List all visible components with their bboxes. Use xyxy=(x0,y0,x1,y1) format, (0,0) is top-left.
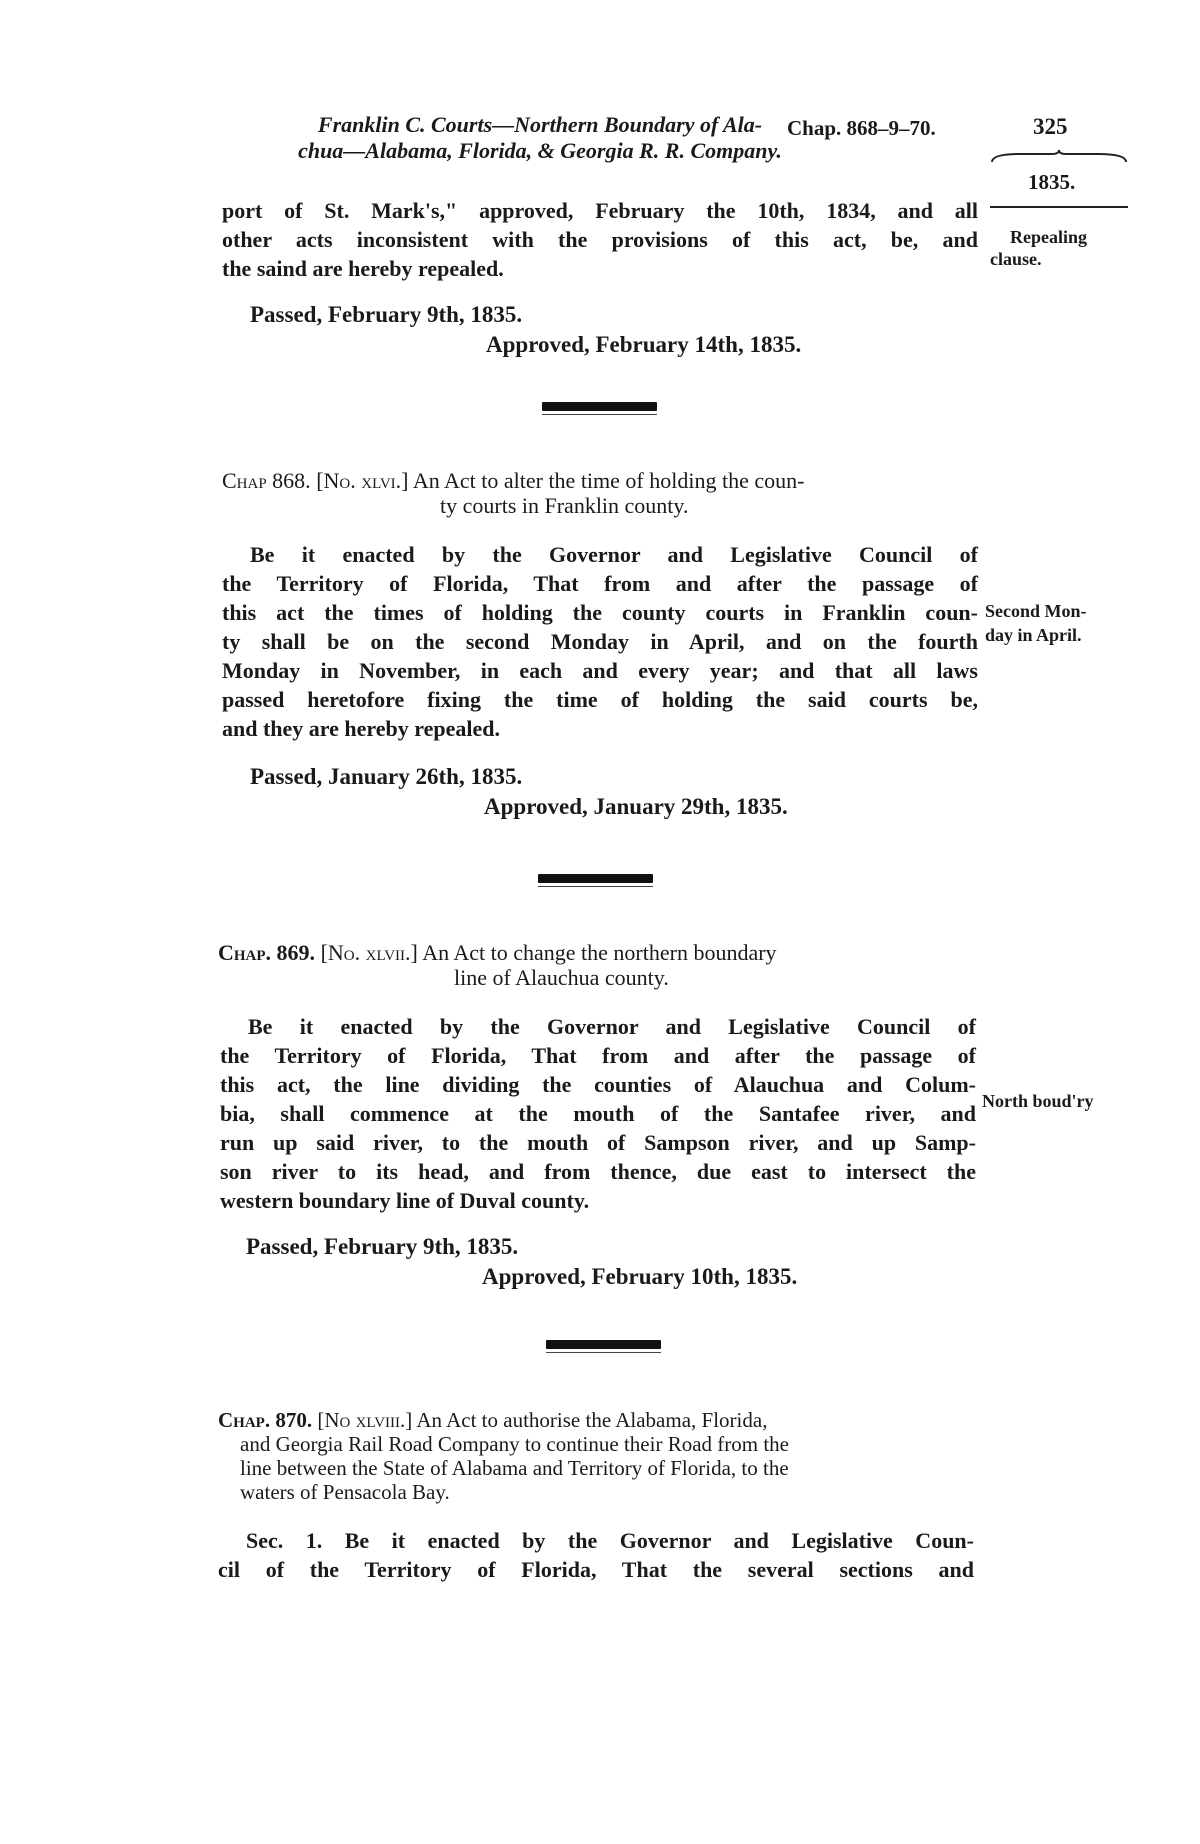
chap-870-title-line: waters of Pensacola Bay. xyxy=(240,1480,450,1504)
chap-869-number: [No. xlvii.] xyxy=(320,940,418,965)
chap-870-heading xyxy=(218,1408,974,1504)
year-brace xyxy=(990,150,1128,164)
running-head-chapter: Chap. 868–9–70. xyxy=(787,116,936,140)
chap-869-line: son river to its head, and from thence, due east to intersect the xyxy=(220,1159,976,1184)
chap-869-line: western boundary line of Duval county. xyxy=(220,1188,590,1213)
margin-note-north-boundary: North boud'ry xyxy=(982,1091,1094,1111)
chap-869-line: Be it enacted by the Governor and Legislative Council of xyxy=(248,1014,976,1039)
chap-868-heading xyxy=(222,468,982,518)
chap-868-body xyxy=(222,540,978,743)
chap-868-line: the Territory of Florida, That from and after the passage of xyxy=(222,571,978,596)
section-divider xyxy=(542,402,657,411)
page-number: 325 xyxy=(1033,114,1068,139)
intro-passed: Passed, February 9th, 1835. xyxy=(250,302,523,327)
intro-line: the saind are hereby repealed. xyxy=(222,256,504,281)
chap-869-line: this act, the line dividing the counties of Alauchua and Colum- xyxy=(220,1072,976,1097)
chap-868-line: Monday in November, in each and every year; and that all laws xyxy=(222,658,978,683)
year-label: 1835. xyxy=(1028,170,1076,194)
chap-869-line: the Territory of Florida, That from and after the passage of xyxy=(220,1043,976,1068)
running-head-line-1: Franklin C. Courts—Northern Boundary of Ala- xyxy=(317,112,763,137)
margin-note-second-monday: Second Mon- xyxy=(985,601,1087,621)
chap-869-title-line-1: An Act to change the northern boundary xyxy=(422,940,777,965)
chap-870-sec-line: Sec. 1. Be it enacted by the Governor and Legislative Coun- xyxy=(246,1528,974,1553)
chap-869-heading xyxy=(218,940,978,990)
chap-870-label: Chap. 870. xyxy=(218,1408,313,1432)
chap-868-line: this act the times of holding the county courts in Franklin coun- xyxy=(222,600,978,625)
chap-869-approved: Approved, February 10th, 1835. xyxy=(482,1264,798,1289)
chap-869-label: Chap. 869. xyxy=(218,940,316,965)
chap-868-line: ty shall be on the second Monday in April, and on the fourth xyxy=(222,629,978,654)
chap-870-title-line: line between the State of Alabama and Territory of Florida, to the xyxy=(240,1456,789,1480)
chap-868-line: and they are hereby repealed. xyxy=(222,716,501,741)
chap-870-number: [No xlviii.] xyxy=(317,1408,413,1432)
running-head-line-2: chua—Alabama, Florida, & Georgia R. R. Company. xyxy=(298,138,782,163)
chap-868-line: Be it enacted by the Governor and Legislative Council of xyxy=(250,542,978,567)
chap-868-line: passed heretofore fixing the time of holding the said courts be, xyxy=(222,687,978,712)
running-head-title xyxy=(220,112,860,164)
chap-868-approved: Approved, January 29th, 1835. xyxy=(484,794,788,819)
chap-868-title-line-2: ty courts in Franklin county. xyxy=(440,493,689,518)
chap-868-passed: Passed, January 26th, 1835. xyxy=(250,764,523,789)
chap-868-number: [No. xlvi.] xyxy=(316,468,409,493)
chap-870-sec-line: cil of the Territory of Florida, That the several sections and xyxy=(218,1557,974,1582)
chap-869-passed: Passed, February 9th, 1835. xyxy=(246,1234,519,1259)
margin-note-clause: clause. xyxy=(990,249,1042,269)
chap-868-title-line-1: An Act to alter the time of holding the coun- xyxy=(412,468,805,493)
chap-870-section-1 xyxy=(218,1526,974,1584)
chap-869-line: run up said river, to the mouth of Sampson river, and up Samp- xyxy=(220,1130,976,1155)
chap-869-body xyxy=(220,1012,976,1215)
intro-line: other acts inconsistent with the provisions of this act, be, and xyxy=(222,227,978,252)
chap-869-title-line-2: line of Alauchua county. xyxy=(454,965,669,990)
chap-870-title-line: An Act to authorise the Alabama, Florida, xyxy=(416,1408,768,1432)
section-divider xyxy=(546,1340,661,1349)
chap-869-line: bia, shall commence at the mouth of the Santafee river, and xyxy=(220,1101,976,1126)
intro-paragraph xyxy=(222,196,978,283)
intro-approved: Approved, February 14th, 1835. xyxy=(486,332,802,357)
year-rule xyxy=(990,206,1128,208)
margin-note-repealing: Repealing xyxy=(1010,227,1088,247)
chap-868-label: Chap 868. xyxy=(222,468,311,493)
margin-note-day-in-april: day in April. xyxy=(985,625,1082,645)
section-divider xyxy=(538,874,653,883)
intro-line: port of St. Mark's," approved, February the 10th, 1834, and all xyxy=(222,198,978,223)
chap-870-title-line: and Georgia Rail Road Company to continue their Road from the xyxy=(240,1432,789,1456)
